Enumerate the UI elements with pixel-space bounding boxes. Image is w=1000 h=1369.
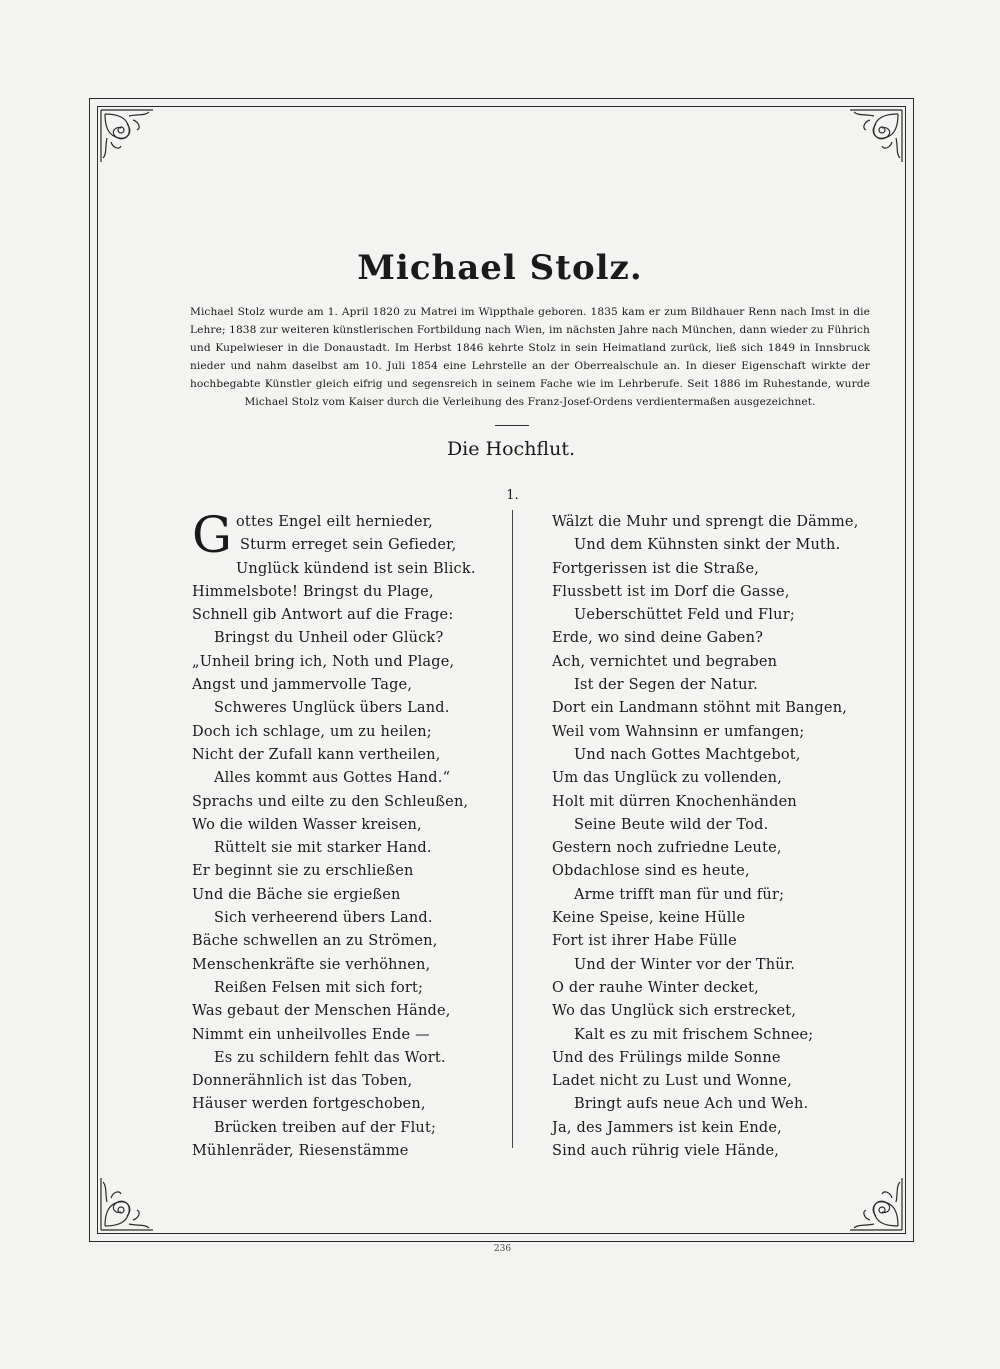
poem-line: Obdachlose sind es heute,	[552, 863, 750, 880]
poem-line: Um das Unglück zu vollenden,	[552, 770, 783, 787]
corner-ornament-icon	[99, 108, 155, 164]
poem-line: Kalt es zu mit frischem Schnee;	[574, 1026, 814, 1043]
poem-line: Nicht der Zufall kann vertheilen,	[192, 746, 441, 763]
poem-line: Flussbett ist im Dorf die Gasse,	[552, 583, 790, 600]
poem-line: Und nach Gottes Machtgebot,	[574, 746, 801, 763]
poem-line: Er beginnt sie zu erschließen	[192, 863, 414, 880]
page-number: 236	[493, 1244, 512, 1254]
poem-line: Und der Winter vor der Thür.	[574, 956, 796, 973]
poem-line: Bringt aufs neue Ach und Weh.	[574, 1096, 809, 1113]
poem-line: Wälzt die Muhr und sprengt die Dämme,	[552, 514, 859, 530]
poem-line: Erde, wo sind deine Gaben?	[552, 630, 764, 647]
poem-line: Weil vom Wahnsinn er umfangen;	[552, 723, 805, 740]
poem-line: Unglück kündend ist sein Blick.	[236, 560, 476, 577]
poem-line: Ist der Segen der Natur.	[574, 677, 758, 694]
poem-line: Gestern noch zufriedne Leute,	[552, 840, 782, 857]
poem-line: Alles kommt aus Gottes Hand.“	[214, 770, 451, 787]
poem-line: Rüttelt sie mit starker Hand.	[214, 840, 432, 857]
poem-line: Dort ein Landmann stöhnt mit Bangen,	[552, 700, 848, 717]
poem-line: Mühlenräder, Riesenstämme	[192, 1143, 409, 1160]
poem-line: Sturm erreget sein Gefieder,	[240, 537, 457, 554]
poem-title: Die Hochflut.	[446, 438, 576, 460]
poem-line: Angst und jammervolle Tage,	[192, 677, 413, 694]
poem-line: Seine Beute wild der Tod.	[574, 816, 769, 833]
poem-line: Schweres Unglück übers Land.	[214, 700, 450, 717]
poem-line: Häuser werden fortgeschoben,	[192, 1096, 426, 1113]
poem-line: Ach, vernichtet und begraben	[552, 653, 778, 670]
drop-cap: G	[192, 506, 232, 564]
poem-line: Und dem Kühnsten sinkt der Muth.	[574, 537, 841, 554]
poem-line: Wo die wilden Wasser kreisen,	[192, 816, 422, 833]
poem-line: Holt mit dürren Knochenhänden	[552, 793, 797, 810]
poem-line: O der rauhe Winter decket,	[552, 979, 759, 996]
poem-line: Und des Frülings milde Sonne	[552, 1049, 781, 1066]
poem-line: Wo das Unglück sich erstrecket,	[552, 1003, 797, 1020]
poem-line: Was gebaut der Menschen Hände,	[192, 1003, 451, 1020]
poem-line: Nimmt ein unheilvolles Ende —	[192, 1026, 430, 1043]
poem-line: Ja, des Jammers ist kein Ende,	[552, 1119, 782, 1136]
poem-line: ottes Engel eilt hernieder,	[236, 514, 433, 530]
section-divider	[495, 425, 529, 426]
poem-line: Doch ich schlage, um zu heilen;	[192, 723, 432, 740]
poem-line: Ueberschüttet Feld und Flur;	[574, 607, 795, 624]
poem-column-left	[192, 506, 502, 1163]
poem-line: Fortgerissen ist die Straße,	[552, 560, 760, 577]
poem-line: Fort ist ihrer Habe Fülle	[552, 933, 737, 950]
poem-line: Bäche schwellen an zu Strömen,	[192, 933, 438, 950]
corner-ornament-icon	[99, 1176, 155, 1232]
corner-ornament-icon	[848, 108, 904, 164]
poem-line: Brücken treiben auf der Flut;	[214, 1119, 437, 1136]
poem-line: Donnerähnlich ist das Toben,	[192, 1073, 413, 1090]
poem-line: Schnell gib Antwort auf die Frage:	[192, 607, 454, 624]
corner-ornament-icon	[848, 1176, 904, 1232]
biography-paragraph: Michael Stolz wurde am 1. April 1820 zu Matrei im Wippthale geboren. 1835 kam er zum Bildhauer Renn nach Imst in die Lehre; 1838 zur weiteren künstlerischen Fortbildung nach Wien, im nächsten Jahre nach München, dann wieder zu Führich und Kupelwieser in die Donaustadt. Im Herbst 1846 kehrte Stolz in sein Heimatland zurück, ließ sich 1849 in Innsbruck nieder und nahm daselbst am 10. Juli 1854 eine Lehrstelle an der Oberrealschule an. In dieser Eigenschaft wirkte der hochbegabte Künstler gleich eifrig und segensreich in seinem Fache wie im Lehrberufe. Seit 1886 im Ruhestande, wurde Michael Stolz vom Kaiser durch die Verleihung des Franz-Josef-Ordens verdientermaßen ausgezeichnet.	[190, 306, 870, 408]
poem-line: Sich verheerend übers Land.	[214, 910, 433, 927]
poem-line: Himmelsbote! Bringst du Plage,	[192, 583, 434, 600]
poem-line: „Unheil bring ich, Noth und Plage,	[192, 653, 455, 670]
poem-line: Ladet nicht zu Lust und Wonne,	[552, 1073, 792, 1090]
poem-part-number: 1.	[506, 488, 519, 503]
poem-line: Arme trifft man für und für;	[574, 886, 785, 903]
poem-line: Es zu schildern fehlt das Wort.	[214, 1049, 446, 1066]
poem-line: Keine Speise, keine Hülle	[552, 910, 746, 927]
poem-line: Und die Bäche sie ergießen	[192, 886, 401, 903]
page-title: Michael Stolz.	[357, 248, 643, 288]
poem-line: Sprachs und eilte zu den Schleußen,	[192, 793, 469, 810]
poem-line: Bringst du Unheil oder Glück?	[214, 630, 444, 647]
poem-line: Menschenkräfte sie verhöhnen,	[192, 956, 431, 973]
column-divider	[512, 510, 513, 1148]
poem-line: Reißen Felsen mit sich fort;	[214, 979, 424, 996]
poem-column-right	[552, 511, 862, 1163]
poem-line: Sind auch rührig viele Hände,	[552, 1143, 780, 1160]
